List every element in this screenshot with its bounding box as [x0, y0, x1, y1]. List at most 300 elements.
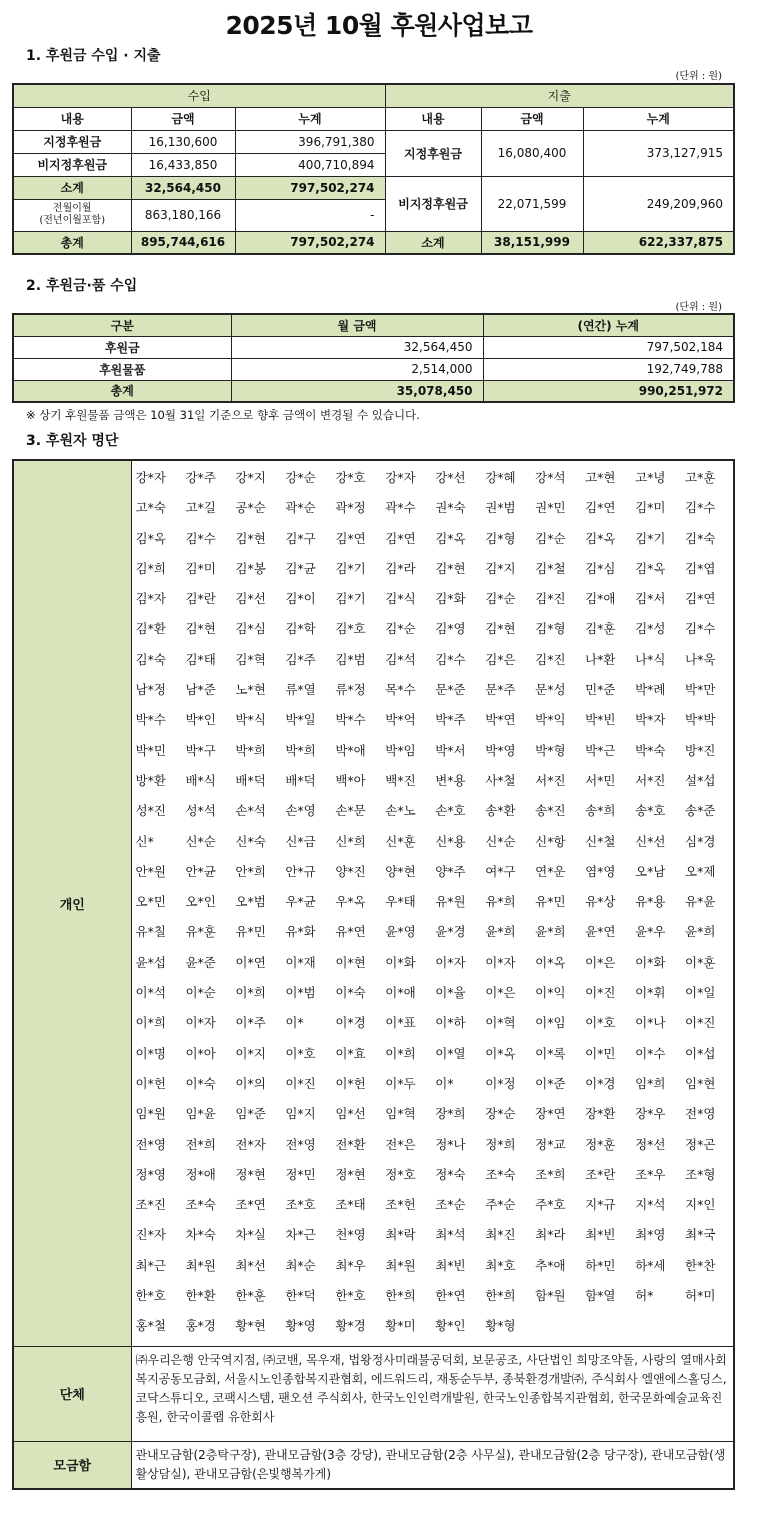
donor-name: 최*원 [385, 1257, 416, 1273]
group-list: ㈜우리은행 안국역지점, ㈜코밴, 목우재, 법왕정사미래불공덕회, 보문공조, 사단법인 희망조약돌, 사랑의 열매사회복지공동모금회, 서울시노인종합복지관협회, 에드워드리, 재동순두부, 종북환경개발㈜, 주식회사 엘앤에스홀딩스, 코닥스튜디오, 코팩시스템, 팬오션 주식회사, 한국노인인력개발원, 한국노인종합복지관협회, 한국문화예술교육진흥원, 한국이콜랩 유한회사 [131, 1346, 734, 1441]
col-header: 금액 [131, 107, 235, 130]
cell-month: 32,564,450 [231, 336, 483, 358]
donor-name: 정*호 [385, 1166, 416, 1182]
donor-name: 황*영 [285, 1318, 316, 1334]
donor-name: 황*현 [235, 1318, 266, 1334]
donor-name: 박*희 [285, 742, 316, 758]
donor-name: 지*인 [685, 1197, 716, 1213]
donor-name: 김*기 [635, 530, 666, 546]
donor-name: 한*환 [185, 1288, 216, 1304]
donor-name: 조*진 [135, 1197, 166, 1213]
donor-name: 박*형 [535, 742, 566, 758]
donor-name: 김*수 [685, 621, 716, 637]
donor-name: 윤*연 [585, 924, 616, 940]
donor-name: 최*진 [485, 1227, 516, 1243]
donor-name: 안*규 [285, 863, 316, 879]
donor-name: 신* [135, 833, 154, 849]
donor-name: 오*제 [685, 863, 716, 879]
donor-name: 송*환 [485, 803, 516, 819]
donor-name: 김*호 [335, 621, 366, 637]
donor-name: 진*자 [135, 1227, 166, 1243]
donor-name: 최*라 [535, 1227, 566, 1243]
donor-name: 양*현 [385, 863, 416, 879]
donor-name: 김*심 [585, 560, 616, 576]
donor-name: 임*선 [335, 1106, 366, 1122]
donor-name: 정*희 [485, 1136, 516, 1152]
donor-name: 조*숙 [185, 1197, 216, 1213]
individual-names-cell [131, 460, 734, 1346]
donor-name: 오*범 [235, 894, 266, 910]
donor-name: 양*진 [335, 863, 366, 879]
donor-name: 임*희 [635, 1075, 666, 1091]
donor-name: 윤*섭 [135, 954, 166, 970]
donor-name: 손*호 [435, 803, 466, 819]
donor-name: 이*희 [235, 985, 266, 1001]
donor-name: 유*훈 [185, 924, 216, 940]
donor-name: 김*석 [385, 651, 416, 667]
donor-name: 추*애 [535, 1257, 566, 1273]
donor-name: 김*옥 [435, 530, 466, 546]
donor-name: 윤*영 [385, 924, 416, 940]
cell-amount: 16,433,850 [131, 153, 235, 176]
donor-name: 조*란 [585, 1166, 616, 1182]
donor-name: 김*란 [185, 591, 216, 607]
donor-name: 김*현 [185, 621, 216, 637]
donor-name: 홍*철 [135, 1318, 166, 1334]
section-3-title: 3. 후원자 명단 [26, 433, 119, 449]
donor-name: 최*락 [385, 1227, 416, 1243]
donor-name: 송*준 [685, 803, 716, 819]
donor-name: 박*영 [485, 742, 516, 758]
donor-name: 송*진 [535, 803, 566, 819]
cell-total: 622,337,875 [583, 231, 734, 254]
row-label: 총계 [13, 231, 131, 254]
donor-name: 신*철 [585, 833, 616, 849]
donor-name: 백*진 [385, 772, 416, 788]
donor-name: 이*현 [335, 954, 366, 970]
donor-name: 임*준 [235, 1106, 266, 1122]
donor-name: 김*형 [535, 621, 566, 637]
cell-amount: 16,080,400 [481, 130, 583, 176]
donor-name: 유*연 [335, 924, 366, 940]
cell-total: 373,127,915 [583, 130, 734, 176]
row-label: 지정후원금 [385, 130, 481, 176]
donor-name: 신*훈 [385, 833, 416, 849]
page-title: 2025년 10월 후원사업보고 [225, 11, 533, 40]
donor-name: 박*민 [135, 742, 166, 758]
donor-name: 김*순 [385, 621, 416, 637]
donor-name: 심*경 [685, 833, 716, 849]
donor-name: 유*민 [535, 894, 566, 910]
donor-name: 이*화 [385, 954, 416, 970]
donor-name: 한*희 [485, 1288, 516, 1304]
donor-name: 김*옥 [135, 530, 166, 546]
donor-name: 이*애 [385, 985, 416, 1001]
donor-name: 김*기 [335, 560, 366, 576]
donor-name: 정*선 [635, 1136, 666, 1152]
donor-name: 윤*희 [485, 924, 516, 940]
donor-name: 고*숙 [135, 500, 166, 516]
donor-name: 성*진 [135, 803, 166, 819]
donor-name: 황*경 [335, 1318, 366, 1334]
donor-name: 이*숙 [335, 985, 366, 1001]
donor-name: 곽*수 [385, 500, 416, 516]
donor-name: 조*숙 [485, 1166, 516, 1182]
donor-name: 박*례 [635, 682, 666, 698]
donor-name: 고*훈 [685, 470, 716, 485]
donor-name: 손*석 [235, 803, 266, 819]
row-label: 비지정후원금 [385, 176, 481, 231]
donor-name: 장*우 [635, 1106, 666, 1122]
donor-name: 오*인 [185, 894, 216, 910]
donor-name: 문*주 [485, 682, 516, 698]
donor-name: 박*희 [235, 742, 266, 758]
donor-name: 류*열 [285, 682, 316, 698]
donor-name: 김*태 [185, 651, 216, 667]
cell-amount: 38,151,999 [481, 231, 583, 254]
donor-name: 전*자 [235, 1136, 266, 1152]
donor-name: 민*준 [585, 682, 616, 698]
donor-name: 임*현 [685, 1075, 716, 1091]
donor-name: 최*영 [635, 1227, 666, 1243]
individual-label: 개인 [13, 460, 131, 1346]
donor-name: 윤*경 [435, 924, 466, 940]
donor-name: 우*태 [385, 894, 416, 910]
col-header: 내용 [13, 107, 131, 130]
donor-name: 김*순 [535, 530, 566, 546]
donor-name: 이*율 [435, 985, 466, 1001]
donor-name: 김*연 [385, 530, 416, 546]
donor-name: 김*환 [135, 621, 166, 637]
donor-name: 김*영 [435, 621, 466, 637]
donor-name: 최*빈 [435, 1257, 466, 1273]
donor-name: 정*교 [535, 1136, 566, 1152]
donor-name: 전*환 [335, 1136, 366, 1152]
donor-name: 정*숙 [435, 1166, 466, 1182]
donor-name: 박*주 [435, 712, 466, 728]
donor-name: 이*휘 [635, 985, 666, 1001]
donor-name: 김*주 [285, 651, 316, 667]
donation-income-table [12, 313, 735, 403]
donor-name: 홍*경 [185, 1318, 216, 1334]
donor-name: 설*섭 [685, 772, 716, 788]
donor-name: 조*우 [635, 1166, 666, 1182]
donor-name: 이*훈 [685, 954, 716, 970]
donor-name: 남*정 [135, 682, 166, 698]
donor-name: 김*진 [535, 651, 566, 667]
donor-name: 권*민 [535, 500, 566, 516]
cell-amount: 22,071,599 [481, 176, 583, 231]
donor-name: 이*명 [135, 1045, 166, 1061]
section-1-title: 1. 후원금 수입 · 지출 [26, 48, 161, 64]
donor-name: 황*미 [385, 1318, 416, 1334]
donor-name: 김*식 [385, 591, 416, 607]
donor-name: 양*주 [435, 863, 466, 879]
donor-name: 최*호 [485, 1257, 516, 1273]
donor-name: 김*순 [485, 591, 516, 607]
donor-name: 이*록 [535, 1045, 566, 1061]
col-header: 구분 [13, 314, 231, 336]
donor-name: 이*자 [185, 1015, 216, 1031]
cell-amount: 16,130,600 [131, 130, 235, 153]
donor-name: 이*준 [535, 1075, 566, 1091]
donor-name: 정*애 [185, 1166, 216, 1182]
donor-name: 김*서 [635, 591, 666, 607]
cell-total: 797,502,274 [235, 231, 385, 254]
donor-name: 김*숙 [685, 530, 716, 546]
donor-name: 이*범 [285, 985, 316, 1001]
donor-name: 유*원 [435, 894, 466, 910]
donor-name: 황*인 [435, 1318, 466, 1334]
donor-name: 목*수 [385, 682, 416, 698]
donor-name: 나*식 [635, 651, 666, 667]
donor-list-table [12, 459, 735, 1490]
donor-name: 신*금 [285, 833, 316, 849]
donor-name: 박*만 [685, 682, 716, 698]
donor-name: 유*용 [635, 894, 666, 910]
donor-name: 이*주 [235, 1015, 266, 1031]
donor-name: 이*지 [235, 1045, 266, 1061]
donation-box-list: 관내모금함(2층탁구장), 관내모금함(3층 강당), 관내모금함(2층 사무실), 관내모금함(2층 당구장), 관내모금함(생활상담실), 관내모금함(은빛행복가게) [131, 1441, 734, 1489]
donor-name: 박*인 [185, 712, 216, 728]
cell-total: 249,209,960 [583, 176, 734, 231]
donor-name: 이*숙 [185, 1075, 216, 1091]
row-label: 총계 [13, 380, 231, 402]
col-header: 월 금액 [231, 314, 483, 336]
donor-name: 최*석 [435, 1227, 466, 1243]
donor-name: 임*원 [135, 1106, 166, 1122]
row-label: 소계 [13, 176, 131, 199]
donor-name: 윤*희 [535, 924, 566, 940]
donation-box-label: 모금함 [13, 1441, 131, 1489]
donor-name: 신*용 [435, 833, 466, 849]
donor-name: 박*일 [285, 712, 316, 728]
donor-name: 김*구 [285, 530, 316, 546]
donor-name: 오*민 [135, 894, 166, 910]
donor-name: 김*라 [385, 560, 416, 576]
donor-name: 이* [285, 1015, 304, 1031]
donor-name: 이*익 [535, 985, 566, 1001]
donor-name: 우*균 [285, 894, 316, 910]
donor-name: 문*성 [535, 682, 566, 698]
donor-name: 이*섭 [685, 1045, 716, 1061]
donor-name: 김*수 [435, 651, 466, 667]
donor-name: 조*연 [235, 1197, 266, 1213]
donor-name: 지*석 [635, 1197, 666, 1213]
col-header: 누계 [583, 107, 734, 130]
donor-name: 류*정 [335, 682, 366, 698]
donor-name: 배*식 [185, 772, 216, 788]
donor-name: 연*운 [535, 863, 566, 879]
donor-name: 주*호 [535, 1197, 566, 1213]
col-header: 누계 [235, 107, 385, 130]
donor-name: 유*희 [485, 894, 516, 910]
donor-name: 고*현 [585, 470, 616, 485]
donor-name: 정*곤 [685, 1136, 716, 1152]
donor-name: 이*헌 [335, 1075, 366, 1091]
donor-name: 공*순 [235, 500, 266, 516]
donor-name: 송*호 [635, 803, 666, 819]
donor-name: 신*순 [485, 833, 516, 849]
donor-name: 이*진 [585, 985, 616, 1001]
donor-name: 안*희 [235, 863, 266, 879]
donor-name: 이*하 [435, 1015, 466, 1031]
donor-name: 김*심 [235, 621, 266, 637]
donor-name: 이*은 [485, 985, 516, 1001]
donor-name: 김*현 [485, 621, 516, 637]
donor-name: 전*은 [385, 1136, 416, 1152]
donor-name: 배*덕 [235, 772, 266, 788]
cell-total: 400,710,894 [235, 153, 385, 176]
donor-name: 전*희 [185, 1136, 216, 1152]
donor-name: 이*경 [585, 1075, 616, 1091]
donor-name: 이*효 [335, 1045, 366, 1061]
donor-name: 박*억 [385, 712, 416, 728]
donor-name: 한*훈 [235, 1288, 266, 1304]
donor-name: 이*순 [185, 985, 216, 1001]
expense-header: 지출 [385, 84, 734, 107]
donor-name: 지*규 [585, 1197, 616, 1213]
donor-name: 나*욱 [685, 651, 716, 667]
row-label: 지정후원금 [13, 130, 131, 153]
donor-name: 최*선 [235, 1257, 266, 1273]
donor-name: 방*진 [685, 742, 716, 758]
donor-name: 이*진 [285, 1075, 316, 1091]
donor-name: 이*호 [285, 1045, 316, 1061]
donor-name: 남*준 [185, 682, 216, 698]
donor-name: 김*선 [235, 591, 266, 607]
cell-total: - [235, 199, 385, 231]
donor-name: 방*환 [135, 772, 166, 788]
donor-name: 이*수 [635, 1045, 666, 1061]
donor-name: 고*길 [185, 500, 216, 516]
donor-name: 정*현 [235, 1166, 266, 1182]
donor-name: 손*영 [285, 803, 316, 819]
donor-name: 전*영 [285, 1136, 316, 1152]
donor-name: 유*화 [285, 924, 316, 940]
donor-name: 유*칠 [135, 924, 166, 940]
donor-name: 이*은 [585, 954, 616, 970]
cell-month: 35,078,450 [231, 380, 483, 402]
donor-name: 천*영 [335, 1227, 366, 1243]
row-label: 후원물품 [13, 358, 231, 380]
donor-name: 문*준 [435, 682, 466, 698]
cell-month: 2,514,000 [231, 358, 483, 380]
donor-name: 함*열 [585, 1288, 616, 1304]
donor-name: 김*연 [585, 500, 616, 516]
cell-amount: 32,564,450 [131, 176, 235, 199]
donor-name: 김*형 [485, 530, 516, 546]
donor-name: 하*세 [635, 1257, 666, 1273]
donor-name: 박*근 [585, 742, 616, 758]
donor-name: 함*원 [535, 1288, 566, 1304]
donor-name: 김*현 [235, 530, 266, 546]
donor-name: 신*항 [535, 833, 566, 849]
donor-name: 김*화 [435, 591, 466, 607]
donor-name: 박*구 [185, 742, 216, 758]
donor-name: 이*열 [435, 1045, 466, 1061]
row-label-line1: 전월이월 [52, 203, 92, 214]
donor-name: 강*선 [435, 470, 466, 485]
col-header: 금액 [481, 107, 583, 130]
donor-name: 유*민 [235, 924, 266, 940]
donor-name: 조*순 [435, 1197, 466, 1213]
donor-name: 성*석 [185, 803, 216, 819]
col-header: 내용 [385, 107, 481, 130]
group-label: 단체 [13, 1346, 131, 1441]
donor-name: 서*진 [635, 772, 666, 788]
donor-name: 유*윤 [685, 894, 716, 910]
donor-name: 이*일 [685, 985, 716, 1001]
donor-name: 이*경 [335, 1015, 366, 1031]
donor-name: 김*희 [135, 560, 166, 576]
donor-name: 한*희 [385, 1288, 416, 1304]
donor-name: 정*영 [135, 1166, 166, 1182]
donor-name: 이*나 [635, 1015, 666, 1031]
donor-name: 조*희 [535, 1166, 566, 1182]
donor-name: 차*실 [235, 1227, 266, 1243]
donor-name: 이*희 [385, 1045, 416, 1061]
donor-name: 김*훈 [585, 621, 616, 637]
donor-name: 신*희 [335, 833, 366, 849]
cell-total: 396,791,380 [235, 130, 385, 153]
donor-name: 김*균 [285, 560, 316, 576]
individual-names-grid [134, 461, 734, 1346]
donor-name: 김*수 [685, 500, 716, 516]
row-label-line2: (전년이월포함) [39, 215, 106, 226]
donor-name: 이*옥 [535, 954, 566, 970]
donor-name: 최*근 [135, 1257, 166, 1273]
cell-total: 990,251,972 [483, 380, 734, 402]
row-label: 후원금 [13, 336, 231, 358]
donor-name: 윤*우 [635, 924, 666, 940]
donor-name: 이*혁 [485, 1015, 516, 1031]
donor-name: 강*호 [335, 470, 366, 485]
donor-name: 차*근 [285, 1227, 316, 1243]
donor-name: 정*나 [435, 1136, 466, 1152]
donor-name: 하*민 [585, 1257, 616, 1273]
col-header: (연간) 누계 [483, 314, 734, 336]
donor-name: 고*녕 [635, 470, 666, 485]
donor-name: 유*상 [585, 894, 616, 910]
donor-name: 임*윤 [185, 1106, 216, 1122]
donor-name: 강*지 [235, 470, 266, 485]
donor-name: 황*형 [485, 1318, 516, 1334]
donor-name: 조*태 [335, 1197, 366, 1213]
donor-name: 권*범 [485, 500, 516, 516]
donor-name: 사*철 [485, 772, 516, 788]
section-1-unit: (단위 : 원) [675, 71, 722, 82]
donor-name: 윤*준 [185, 954, 216, 970]
donor-name: 장*환 [585, 1106, 616, 1122]
donor-name: 박*숙 [635, 742, 666, 758]
donor-name: 정*훈 [585, 1136, 616, 1152]
donor-name: 전*영 [135, 1136, 166, 1152]
donor-name: 김*엽 [685, 560, 716, 576]
donor-name: 박*수 [335, 712, 366, 728]
donor-name: 이*두 [385, 1075, 416, 1091]
donor-name: 김*범 [335, 651, 366, 667]
donor-name: 허*미 [685, 1288, 716, 1304]
donor-name: 김*수 [185, 530, 216, 546]
donor-name: 백*아 [335, 772, 366, 788]
donor-name: 곽*정 [335, 500, 366, 516]
donor-name: 김*연 [685, 591, 716, 607]
donor-name: 김*미 [185, 560, 216, 576]
cell-total: 797,502,184 [483, 336, 734, 358]
donation-note: ※ 상기 후원물품 금액은 10월 31일 기준으로 향후 금액이 변경될 수 있습니다. [26, 408, 420, 422]
donor-name: 김*이 [285, 591, 316, 607]
